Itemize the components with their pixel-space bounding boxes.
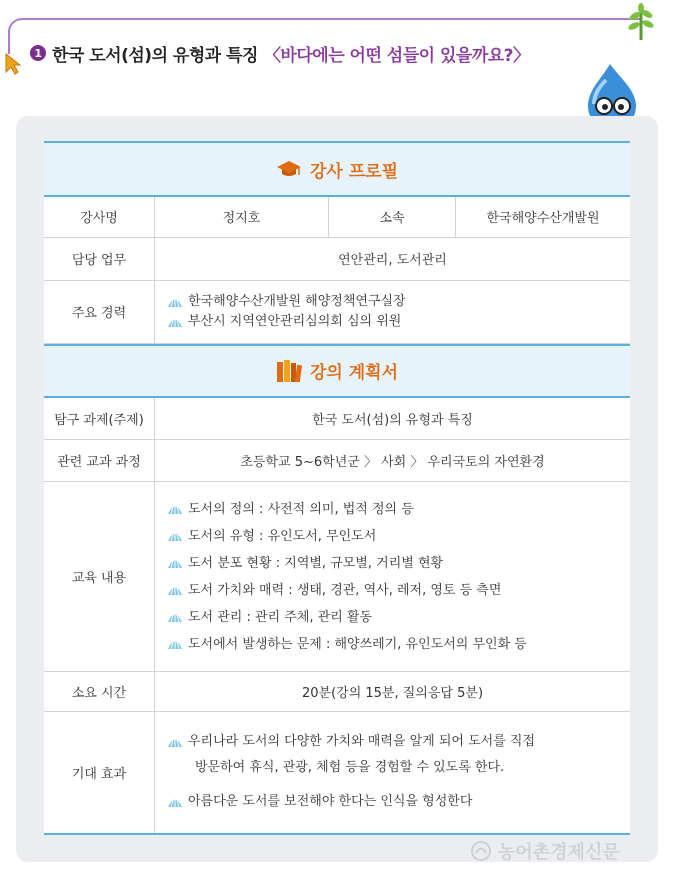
table-row <box>44 280 630 343</box>
content-item-text: 도서에서 발생하는 문제 : 해양쓰레기, 유인도서의 무인화 등 <box>188 636 527 652</box>
list-item <box>167 792 622 812</box>
shell-bullet-icon <box>167 736 183 748</box>
title-main-text: 한국 도서(섬)의 유형과 특징 <box>52 45 258 66</box>
content-item-text: 도서 분포 현황 : 지역별, 규모별, 거리별 현황 <box>188 555 444 571</box>
profile-section-header <box>44 141 630 197</box>
watermark-text: 농어촌경제신문 <box>498 842 620 863</box>
list-item <box>167 604 622 631</box>
list-item <box>167 577 622 604</box>
table-row <box>44 197 630 237</box>
name-label: 강사명 <box>44 197 155 237</box>
shell-bullet-icon <box>167 503 183 515</box>
shell-bullet-icon <box>167 584 183 596</box>
list-item <box>167 292 622 312</box>
effect-label: 기대 효과 <box>44 712 155 834</box>
curriculum-value: 초등학교 5~6학년군 〉 사회 〉 우리국토의 자연환경 <box>155 440 631 482</box>
table-row <box>44 672 630 712</box>
list-item <box>167 496 622 523</box>
pointer-cursor-icon <box>4 52 22 76</box>
table-row <box>44 440 630 482</box>
plan-heading: 강의 계획서 <box>309 363 399 383</box>
profile-table <box>44 197 630 344</box>
shell-bullet-icon <box>167 611 183 623</box>
graduation-cap-icon <box>276 159 302 179</box>
plan-section-header <box>44 344 630 398</box>
shell-bullet-icon <box>167 316 183 328</box>
list-item <box>167 312 622 332</box>
affiliation-value: 한국해양수산개발원 <box>456 197 631 237</box>
newspaper-watermark <box>470 838 620 864</box>
shell-bullet-icon <box>167 796 183 808</box>
duty-value: 연안관리, 도서관리 <box>155 237 631 280</box>
watermark-logo-icon <box>470 840 492 862</box>
table-row <box>44 482 630 672</box>
plan-table <box>44 398 630 835</box>
effect-item-text: 아름다운 도서를 보전해야 한다는 인식을 형성한다 <box>188 794 473 810</box>
content-label: 교육 내용 <box>44 482 155 672</box>
list-item <box>167 732 622 752</box>
info-sheet <box>44 141 630 835</box>
content-item-text: 도서의 유형 : 유인도서, 무인도서 <box>188 528 377 544</box>
effect-item-text: 우리나라 도서의 다양한 가치와 매력을 알게 되어 도서를 직접 <box>188 734 536 750</box>
career-item-text: 부산시 지역연안관리심의회 심의 위원 <box>188 313 402 329</box>
shell-bullet-icon <box>167 638 183 650</box>
shell-bullet-icon <box>167 296 183 308</box>
list-item <box>167 550 622 577</box>
career-item-text: 한국해양수산개발원 해양정책연구실장 <box>188 293 406 309</box>
page-title <box>30 40 530 66</box>
topic-label: 탐구 과제(주제) <box>44 398 155 440</box>
content-list <box>155 482 631 672</box>
shell-bullet-icon <box>167 530 183 542</box>
section-number-badge: 1 <box>30 45 46 61</box>
books-icon <box>276 359 302 383</box>
affiliation-label: 소속 <box>329 197 456 237</box>
duty-label: 담당 업무 <box>44 237 155 280</box>
table-row <box>44 237 630 280</box>
seaweed-plant-icon <box>626 2 656 42</box>
list-item <box>167 523 622 550</box>
time-value: 20분(강의 15분, 질의응답 5분) <box>155 672 631 712</box>
time-label: 소요 시간 <box>44 672 155 712</box>
name-value: 정지호 <box>155 197 329 237</box>
table-row <box>44 712 630 834</box>
career-list <box>155 280 631 343</box>
topic-value: 한국 도서(섬)의 유형과 특징 <box>155 398 631 440</box>
curriculum-label: 관련 교과 과정 <box>44 440 155 482</box>
content-item-text: 도서 가치와 매력 : 생태, 경관, 역사, 레저, 영토 등 측면 <box>188 582 502 598</box>
list-item <box>167 631 622 658</box>
table-row <box>44 398 630 440</box>
effect-list <box>155 712 631 834</box>
effect-continuation-text: 방문하여 휴식, 관광, 체험 등을 경험할 수 있도록 한다. <box>195 760 505 776</box>
profile-heading: 강사 프로필 <box>309 161 399 182</box>
content-item-text: 도서 관리 : 관리 주체, 관리 활동 <box>188 609 373 625</box>
shell-bullet-icon <box>167 557 183 569</box>
content-item-text: 도서의 정의 : 사전적 의미, 법적 정의 등 <box>188 501 414 517</box>
title-subtitle-text: 〈바다에는 어떤 섬들이 있을까요?〉 <box>263 45 530 66</box>
career-label: 주요 경력 <box>44 280 155 343</box>
